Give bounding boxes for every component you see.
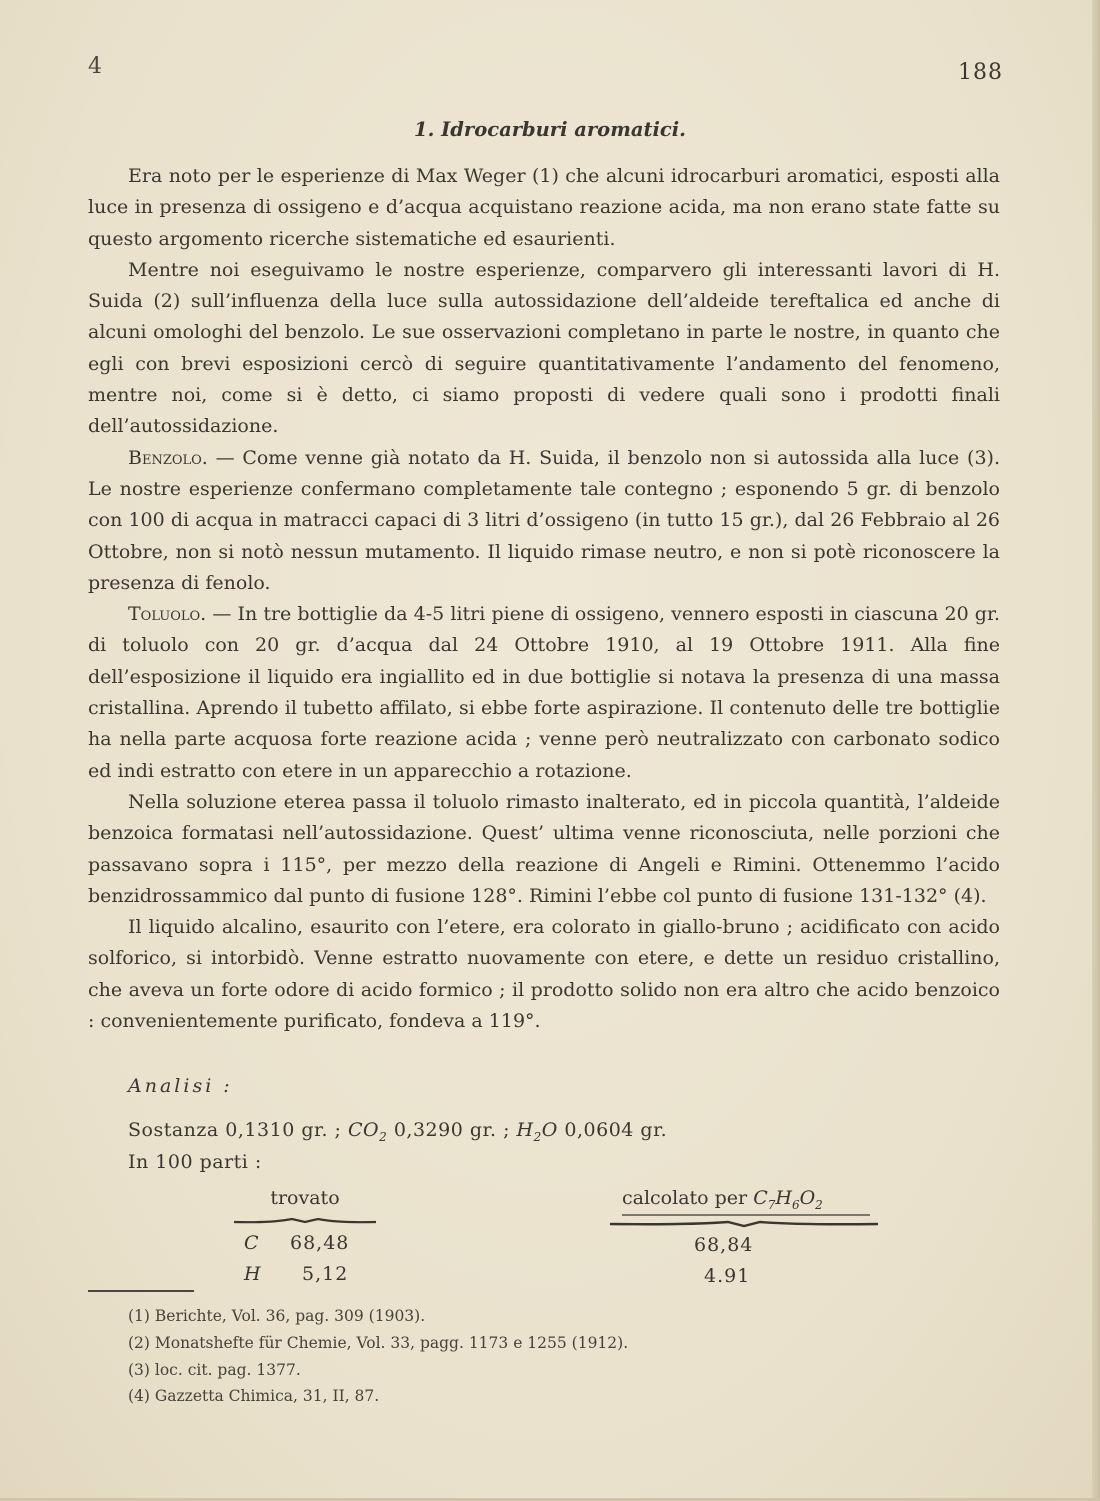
co2-value: 0,3290 gr. ;: [393, 1119, 510, 1141]
h2o-formula: [516, 1119, 558, 1144]
analysis-parti: In 100 parti :: [128, 1151, 262, 1173]
column-header-calc: [610, 1187, 880, 1212]
h2o-o-symbol: O: [541, 1119, 558, 1141]
body-text: [88, 161, 1000, 1037]
row-calc-c: 68,84: [694, 1234, 754, 1256]
footnote-4: (4) Gazzetta Chimica, 31, II, 87.: [128, 1387, 380, 1406]
row-found-h: 5,12: [302, 1263, 349, 1285]
calc-formula: [753, 1187, 823, 1212]
benzolo-label: Benzolo.: [128, 446, 208, 469]
footnote-rule: [88, 1290, 194, 1292]
paragraph-soluzione: Nella soluzione eterea passa il toluolo rimasto inalterato, ed in piccola quantità, l’aldeide benzoica formatasi nell’autossidazione. Quest’ ultima venne riconosciuta, nelle porzioni che passavano sopra i 115°, per mezzo della reazione di Angeli e Rimini. Ottenemmo l’acido benzidrossammico dal punto di fusione 128°. Rimini l’ebbe col punto di fusione 131-132° (4).: [88, 790, 1000, 907]
row-element-h: H: [244, 1263, 262, 1285]
footnote-2: (2) Monatshefte für Chemie, Vol. 33, pagg. 1173 e 1255 (1912).: [128, 1333, 629, 1352]
footnote-1: (1) Berichte, Vol. 36, pag. 309 (1903).: [128, 1307, 426, 1325]
paragraph-toluolo: [88, 599, 1000, 787]
page-number: 188: [958, 60, 1003, 85]
page-edge-shadow: [1092, 0, 1100, 1501]
co2-symbol: CO: [348, 1119, 380, 1141]
calc-c-sub: 7: [767, 1198, 776, 1212]
brace-found: [232, 1212, 378, 1228]
calc-prefix: calcolato per: [622, 1187, 748, 1209]
column-header-found: trovato: [270, 1187, 340, 1209]
footnote-3: (3) loc. cit. pag. 1377.: [128, 1360, 301, 1379]
paragraph-benzolo: [88, 443, 1000, 599]
benzolo-text: — Come venne già notato da H. Suida, il benzolo non si autossida alla luce (3). Le nostre esperienze confermano completamente tale contegno ; esponendo 5 gr. di benzolo con 100 di acqua in matracci capaci di 3 litri d’ossigeno (in tutto 15 gr.), dal 26 Febbraio al 26 Ottobre, non si notò nessun mutamento. Il liquido rimase neutro, e non si potè riconoscere la presenza di fenolo.: [88, 446, 1000, 594]
analysis-label: Analisi :: [128, 1075, 233, 1097]
row-element-c: C: [244, 1232, 260, 1254]
toluolo-text: — In tre bottiglie da 4-5 litri piene di ossigeno, vennero esposti in ciascuna 20 gr. di toluolo con 20 gr. d’acqua dal 24 Ottobre 1910, al 19 Ottobre 1911. Alla fine dell’esposizione il liquido era ingiallito ed in due bottiglie si notava la presenza di una massa cristallina. Aprendo il tubetto affilato, si ebbe forte aspirazione. Il contenuto delle tre bottiglie ha nella parte acquosa forte reazione acida ; venne però neutralizzato con carbonato sodico ed indi estratto con etere in un apparecchio a rotazione.: [88, 603, 1000, 782]
calc-c: C: [753, 1187, 768, 1209]
h2o-subscript: 2: [533, 1130, 542, 1144]
calc-o-sub: 2: [815, 1198, 823, 1212]
row-calc-h: 4.91: [704, 1265, 751, 1287]
footnotes: [128, 1303, 628, 1410]
brace-calc: [608, 1214, 880, 1230]
calc-o: O: [799, 1187, 816, 1209]
calc-h-sub: 6: [791, 1198, 800, 1212]
paragraph-suida: Mentre noi eseguivamo le nostre esperienze, comparvero gli interessanti lavori di H. Suida (2) sull’influenza della luce sulla autossidazione dell’aldeide tereftalica ed anche di alcuni omologhi del benzolo. Le sue osservazioni completano in parte le nostre, in quanto che egli con brevi esposizioni cercò di seguire quantitativamente l’andamento del fenomeno, mentre noi, come si è detto, ci siamo proposti di vedere quali sono i prodotti finali dell’autossidazione.: [88, 258, 1000, 438]
sostanza-label: Sostanza: [128, 1119, 219, 1141]
row-found-c: 68,48: [290, 1232, 350, 1254]
corner-mark: 4: [88, 54, 102, 79]
h2o-h-symbol: H: [516, 1119, 534, 1141]
sostanza-value: 0,1310 gr. ;: [225, 1119, 342, 1141]
calc-h: H: [775, 1187, 792, 1209]
co2-subscript: 2: [379, 1130, 388, 1144]
paragraph-liquido: Il liquido alcalino, esaurito con l’etere, era colorato in giallo-bruno ; acidificato con acido solforico, si intorbidò. Venne estratto nuovamente con etere, e dette un residuo cristallino, che aveva un forte odore di acido formico ; il prodotto solido non era altro che acido benzoico : convenientemente purificato, fondeva a 119°.: [88, 916, 1000, 1033]
analysis-sostanza-line: [128, 1119, 668, 1144]
section-title: 1. Idrocarburi aromatici.: [414, 118, 686, 141]
h2o-value: 0,0604 gr.: [564, 1119, 668, 1141]
co2-formula: [348, 1119, 388, 1144]
toluolo-label: Toluolo.: [128, 603, 207, 626]
paragraph-weger: Era noto per le esperienze di Max Weger (1) che alcuni idrocarburi aromatici, esposti alla luce in presenza di ossigeno e d’acqua acquistano reazione acida, ma non erano state fatte su questo argomento ricerche sistematiche ed esaurienti.: [88, 165, 1000, 250]
